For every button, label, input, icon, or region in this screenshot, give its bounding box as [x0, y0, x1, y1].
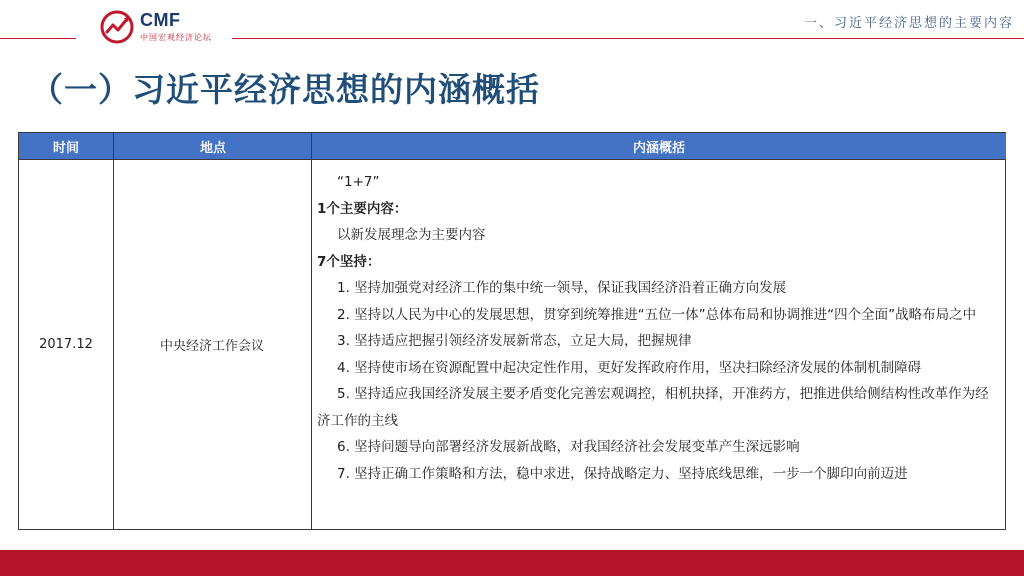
- column-divider: [311, 133, 312, 529]
- list-item: 7. 坚持正确工作策略和方法，稳中求进，保持战略定力、坚持底线思维，一步一个脚印向前迈进: [337, 465, 908, 482]
- cell-place: 中央经济工作会议: [159, 339, 264, 354]
- chart-logo-icon: [100, 10, 134, 44]
- page-title: （一）习近平经济思想的内涵概括: [30, 70, 540, 109]
- section-title: 一、习近平经济思想的主要内容: [803, 16, 1014, 31]
- main-content-heading: 1个主要内容：: [317, 200, 408, 217]
- column-header-summary: 内涵概括: [311, 133, 1006, 159]
- brand-name: CMF: [140, 10, 181, 30]
- summary-table: [18, 132, 1006, 530]
- cmf-logo: [100, 8, 210, 44]
- column-header-place: 地点: [113, 133, 312, 159]
- list-item: 2. 坚持以人民为中心的发展思想，贯穿到统筹推进“五位一体”总体布局和协调推进“四个全面”战略布局之中: [337, 306, 977, 323]
- list-item: 6. 坚持问题导向部署经济发展新战略，对我国经济社会发展变革产生深远影响: [337, 439, 800, 455]
- list-item: 1. 坚持加强党对经济工作的集中统一领导，保证我国经济沿着正确方向发展: [337, 280, 787, 296]
- header-divider-right: [232, 38, 1024, 39]
- adhere-heading: 7个坚持：: [317, 253, 381, 270]
- brand-subtitle: 中国宏观经济论坛: [140, 33, 212, 42]
- cell-summary: [317, 169, 999, 487]
- main-content-item: 以新发展理念为主要内容: [337, 227, 486, 243]
- cell-time: 2017.12: [39, 337, 93, 352]
- list-item: 4. 坚持使市场在资源配置中起决定性作用，更好发挥政府作用，坚决扫除经济发展的体制机制障碍: [337, 359, 922, 376]
- footer-bar: [0, 550, 1024, 576]
- formula-label: “1+7”: [337, 174, 380, 190]
- list-item: 3. 坚持适应把握引领经济发展新常态，立足大局，把握规律: [337, 333, 692, 349]
- list-item: 5. 坚持适应我国经济发展主要矛盾变化完善宏观调控，相机抉择，开准药方，把推进供给侧结构性改革作为经济工作的主线: [317, 386, 989, 429]
- header-divider-left: [0, 38, 76, 39]
- column-header-time: 时间: [19, 133, 113, 159]
